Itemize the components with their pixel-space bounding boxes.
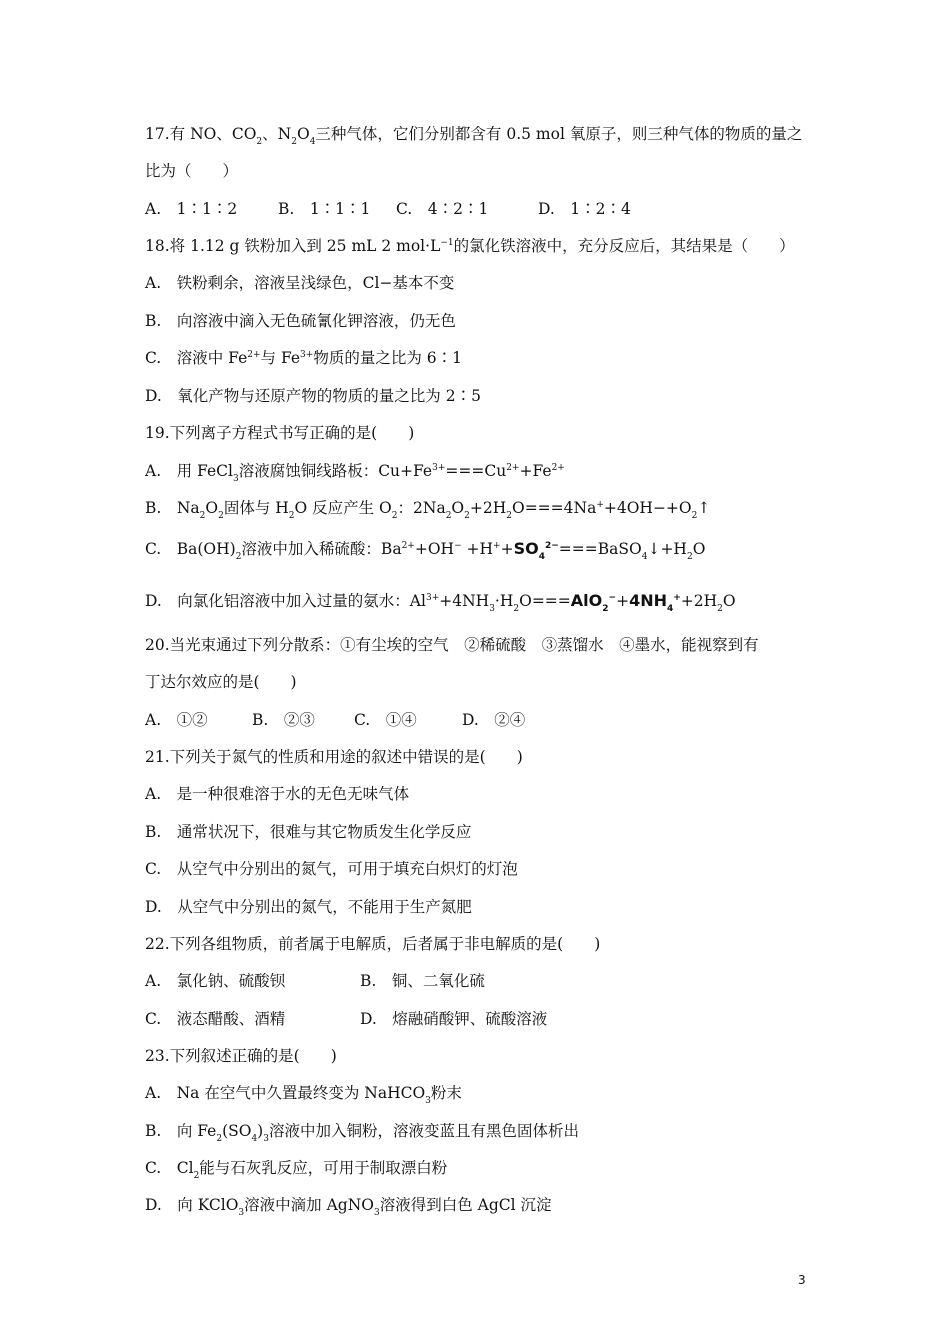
question-19-option-c: C. $Ba(OH)_2$溶液中加入稀硫酸：$Ba^{2+}+OH^-$ $+H^++SO_4^{2-}===BaSO_4↓+H_2O$	[145, 539, 706, 562]
question-20-option-a: A. ①②	[145, 711, 208, 729]
question-20-option-b: B. ②③	[252, 711, 315, 729]
question-19-option-d: D. 向氯化铝溶液中加入过量的氨水：$Al^{3+}+4NH_3\cdot H_2O===AlO_2^-+4NH_4^++2H_2O$	[145, 591, 736, 614]
aluminate-ion-formula: AlO$_2$−	[570, 591, 617, 614]
question-19-option-b: B. $Na_2O_2$固体与 $H_2O$ 反应产生 $O_2$：$2Na_2O_2+2H_2O===4Na^++4OH-+O_2↑$	[145, 499, 711, 521]
question-21-option-c: C. 从空气中分别出的氮气，可用于填充白炽灯的灯泡	[145, 860, 518, 878]
question-22-option-a: A. 氯化钠、硫酸钡	[145, 972, 286, 990]
question-21-stem: 21.下列关于氮气的性质和用途的叙述中错误的是( )	[145, 748, 523, 766]
question-22-option-d: D. 熔融硝酸钾、硫酸溶液	[360, 1010, 548, 1028]
question-20-option-c: C. ①④	[354, 711, 417, 729]
question-23-option-c: C. $Cl_2$能与石灰乳反应，可用于制取漂白粉	[145, 1159, 448, 1181]
question-18-option-c: C. 溶液中 $Fe^{2+}$与 $Fe^{3+}$物质的量之比为 6∶1	[145, 349, 462, 367]
question-17-stem: 17.有 NO、$CO_2$、$N_2O_4$三种气体，它们分别都含有 0.5 mol 氧原子，则三种气体的物质的量之	[145, 125, 803, 147]
question-23-stem: 23.下列叙述正确的是( )	[145, 1047, 337, 1065]
question-19-stem: 19.下列离子方程式书写正确的是( )	[145, 424, 415, 442]
question-21-option-a: A. 是一种很难溶于水的无色无味气体	[145, 785, 410, 803]
question-17-option-a: A. 1∶1∶2	[145, 200, 238, 218]
question-23-option-d: D. 向 KClO$_3$溶液中滴加 AgNO$_3$溶液得到白色 AgCl 沉淀	[145, 1196, 552, 1218]
question-20-stem-cont: 丁达尔效应的是( )	[145, 673, 297, 691]
question-18-option-b: B. 向溶液中滴入无色硫氰化钾溶液，仍无色	[145, 312, 456, 330]
question-18-option-a: A. 铁粉剩余，溶液呈浅绿色，Cl−基本不变	[145, 274, 455, 292]
question-23-option-a: A. Na 在空气中久置最终变为 NaHCO$_3$粉末	[145, 1084, 462, 1106]
question-22-stem: 22.下列各组物质，前者属于电解质，后者属于非电解质的是( )	[145, 935, 601, 953]
question-20-option-d: D. ②④	[462, 711, 526, 729]
question-18-stem: 18.将 1.12 g 铁粉加入到 25 mL 2 $mol\cdot L^{-1}$的氯化铁溶液中，充分反应后，其结果是（ ）	[145, 237, 795, 255]
question-17-option-c: C. 4∶2∶1	[396, 200, 489, 218]
question-18-option-d: D. 氧化产物与还原产物的物质的量之比为 2∶5	[145, 387, 481, 405]
sulfate-ion-formula: $SO_4^{2-}$	[513, 539, 559, 562]
question-17-option-d: D. 1∶2∶4	[538, 200, 631, 218]
ammonium-ion-formula: $4NH_4^+$	[629, 591, 681, 614]
question-17-stem-cont: 比为（ ）	[145, 162, 239, 180]
question-20-stem: 20.当光束通过下列分散系：①有尘埃的空气 ②稀硫酸 ③蒸馏水 ④墨水，能视察到有	[145, 636, 759, 654]
question-22-option-c: C. 液态醋酸、酒精	[145, 1010, 286, 1028]
question-19-option-a: A. 用 FeCl$_3$溶液腐蚀铜线路板：$Cu+Fe^{3+}===Cu^{2+}+Fe^{2+}$	[145, 462, 565, 484]
question-22-option-b: B. 铜、二氧化硫	[360, 972, 485, 990]
question-23-option-b: B. 向 $Fe_2(SO_4)_3$溶液中加入铜粉，溶液变蓝且有黑色固体析出	[145, 1122, 579, 1144]
page-number: 3	[798, 1273, 806, 1287]
question-17-option-b: B. 1∶1∶1	[278, 200, 371, 218]
question-21-option-b: B. 通常状况下，很难与其它物质发生化学反应	[145, 823, 472, 841]
question-21-option-d: D. 从空气中分别出的氮气，不能用于生产氮肥	[145, 898, 472, 916]
